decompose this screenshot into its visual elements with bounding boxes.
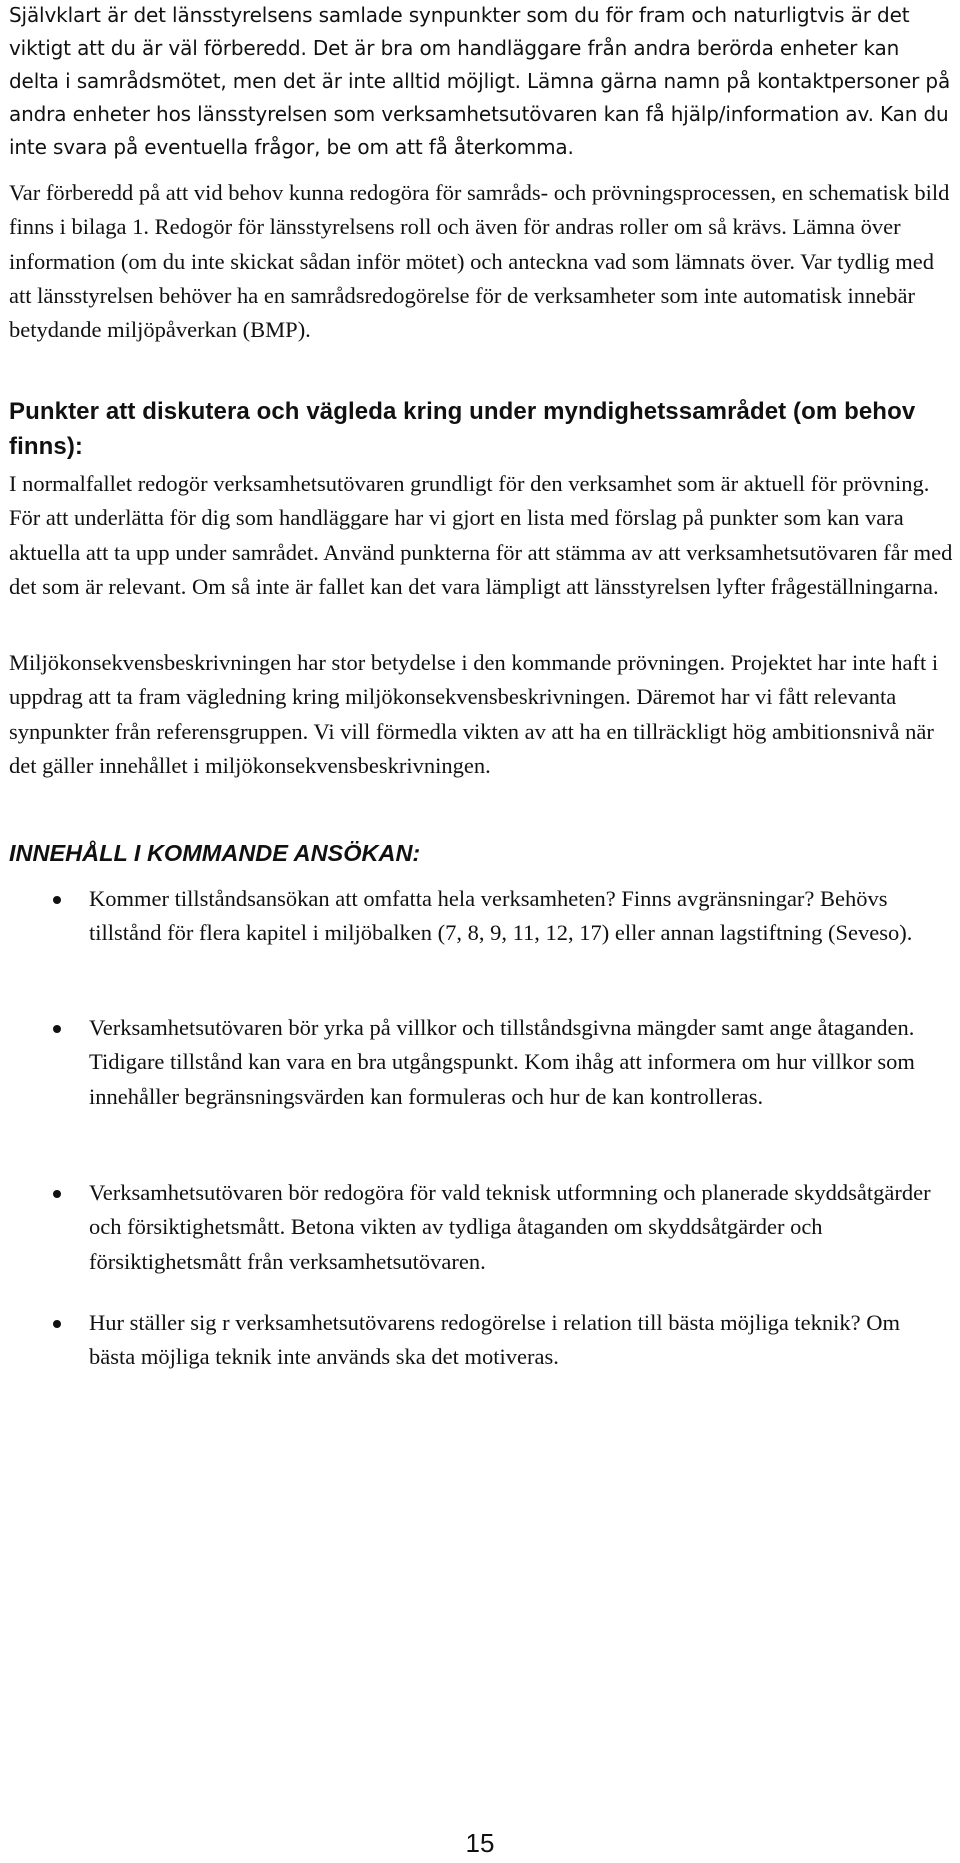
section-heading-application-content: INNEHÅLL I KOMMANDE ANSÖKAN: (9, 840, 421, 866)
list-item (9, 882, 954, 951)
page-number: 15 (465, 1828, 495, 1858)
list-item-text: Verksamhetsutövaren bör yrka på villkor och tillståndsgivna mängder samt ange åtaganden. Tidigare tillstånd kan vara en bra utgångspunkt. Kom ihåg att informera om hur villkor som innehåller begränsningsvärden kan formuleras och hur de kan kontrolleras. (89, 1015, 915, 1109)
normal-case-paragraph: I normalfallet redogör verksamhetsutövaren grundligt för den verksamhet som är aktuell för prövning. För att underlätta för dig som handläggare har vi gjort en lista med förslag på punkter som kan vara aktuella att ta upp under samrådet. Använd punkterna för att stämma av att verksamhetsutövaren får med det som är relevant. Om så inte är fallet kan det vara lämpligt att länsstyrelsen lyfter frågeställningarna. (9, 471, 953, 599)
list-item-text: Verksamhetsutövaren bör redogöra för vald teknisk utformning och planerade skyddsåtgärder och försiktighetsmått. Betona vikten av tydliga åtaganden om skyddsåtgärder och försiktighetsmått från verksamhetsutövaren. (89, 1180, 931, 1274)
list-item-text: Hur ställer sig r verksamhetsutövarens redogörelse i relation till bästa möjliga teknik? Om bästa möjliga teknik inte används ska det motiveras. (89, 1310, 901, 1370)
section-heading-discussion-points: Punkter att diskutera och vägleda kring under myndighetssamrådet (om behov finns): (9, 398, 916, 460)
list-item-text: Kommer tillståndsansökan att omfatta hela verksamheten? Finns avgränsningar? Behövs tillstånd för flera kapitel i miljöbalken (7, 8, 9, 11, 12, 17) eller annan lagstiftning (Seveso). (89, 886, 913, 946)
document-page (9, 0, 954, 1863)
bullet-icon (53, 1025, 61, 1033)
list-item (9, 1306, 954, 1375)
list-item (9, 1176, 954, 1279)
process-paragraph: Var förberedd på att vid behov kunna redogöra för samråds- och prövningsprocessen, en schematisk bild finns i bilaga 1. Redogör för länsstyrelsens roll och även för andras roller om så krävs. Lämna över information (om du inte skickat sådan inför mötet) och anteckna vad som lämnats över. Var tydlig med att länsstyrelsen behöver ha en samrådsredogörelse för de verksamheter som inte automatisk innebär betydande miljöpåverkan (BMP). (9, 180, 950, 343)
list-item (9, 1011, 954, 1114)
bullet-icon (53, 896, 61, 904)
mkb-paragraph: Miljökonsekvensbeskrivningen har stor betydelse i den kommande prövningen. Projektet har inte haft i uppdrag att ta fram vägledning kring miljökonsekvensbeskrivningen. Däremot har vi fått relevanta synpunkter från referensgruppen. Vi vill förmedla vikten av att ha en tillräckligt hög ambitionsnivå när det gäller innehållet i miljökonsekvensbeskrivningen. (9, 650, 939, 778)
bullet-icon (53, 1320, 61, 1328)
bullet-icon (53, 1190, 61, 1198)
intro-paragraph: Självklart är det länsstyrelsens samlade synpunkter som du för fram och naturligtvis är det viktigt att du är väl förberedd. Det är bra om handläggare från andra berörda enheter kan delta i samrådsmötet, men det är inte alltid möjligt. Lämna gärna namn på kontaktpersoner på andra enheter hos länsstyrelsen som verksamhetsutövaren kan få hjälp/information av. Kan du inte svara på eventuella frågor, be om att få återkomma. (9, 3, 951, 159)
